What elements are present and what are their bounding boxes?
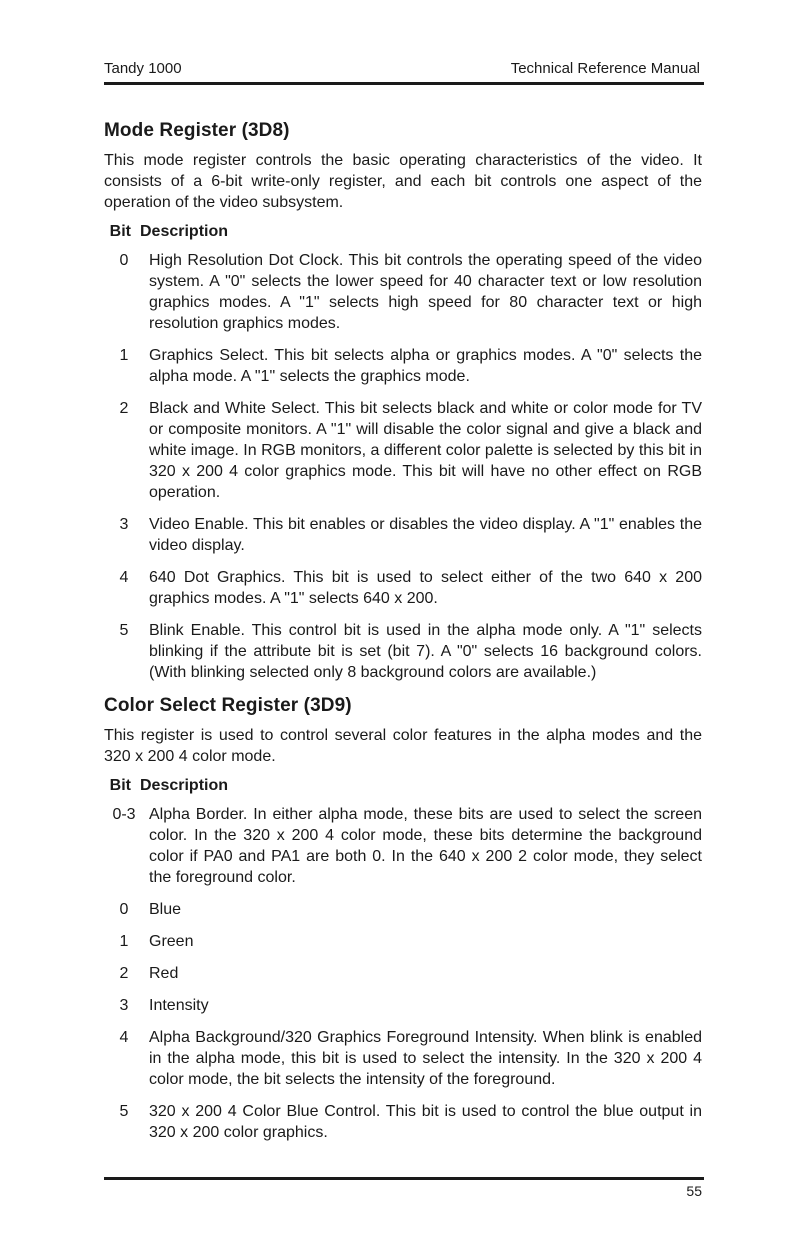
table-header — [104, 775, 702, 796]
bit-description: Blink Enable. This control bit is used in the alpha mode only. A "1" selects blinking if the attribute bit is set (bit 7). A "0" selects 16 background colors. (With blinking selected only 8 background colors are available.) — [149, 622, 702, 681]
column-header-bit: Bit — [109, 223, 131, 240]
bit-description: Black and White Select. This bit selects black and white or color mode for TV or composite monitors. A "1" will disable the color signal and give a black and white image. In RGB monitors, a different color palette is selected by this bit in 320 x 200 4 color graphics mode. This bit will have no other effect on RGB operation. — [149, 400, 702, 501]
table-row — [104, 398, 702, 503]
table-row — [104, 804, 702, 888]
bit-description: Green — [149, 933, 194, 950]
page-header — [104, 60, 704, 82]
table-row — [104, 250, 702, 334]
bit-number: 1 — [119, 933, 129, 950]
bit-description: Blue — [149, 901, 182, 918]
bit-description: Red — [149, 965, 179, 982]
table-row — [104, 995, 702, 1016]
section-intro: This register is used to control several color features in the alpha modes and the 320 x 200 4 color mode. — [104, 727, 702, 765]
bit-number: 4 — [119, 569, 129, 586]
mode-register-section — [104, 120, 702, 683]
bit-table — [104, 804, 702, 1143]
footer-rule — [104, 1177, 704, 1180]
table-row — [104, 345, 702, 387]
bit-description: Alpha Border. In either alpha mode, these bits are used to select the screen color. In the 320 x 200 4 color mode, these bits determine the background color if PA0 and PA1 are both 0. In the 640 x 200 2 color mode, they select the foreground color. — [149, 806, 702, 886]
header-rule — [104, 82, 704, 85]
bit-description: 320 x 200 4 Color Blue Control. This bit is used to control the blue output in 320 x 200 color graphics. — [149, 1103, 702, 1141]
color-select-register-section — [104, 695, 702, 1143]
section-intro: This mode register controls the basic operating characteristics of the video. It consists of a 6-bit write-only register, and each bit controls one aspect of the operation of the video subsystem. — [104, 152, 702, 211]
table-row — [104, 567, 702, 609]
table-row — [104, 1027, 702, 1090]
bit-number: 3 — [119, 516, 129, 533]
column-header-bit: Bit — [109, 777, 131, 794]
bit-description: High Resolution Dot Clock. This bit controls the operating speed of the video system. A "0" selects the lower speed for 40 character text or low resolution graphics modes. A "1" selects high speed for 80 character text or high resolution graphics modes. — [149, 252, 702, 332]
header-left: Tandy 1000 — [104, 60, 182, 77]
table-row — [104, 931, 702, 952]
table-row — [104, 899, 702, 920]
bit-description: Alpha Background/320 Graphics Foreground Intensity. When blink is enabled in the alpha mode, this bit is used to select the intensity. In the 320 x 200 4 color mode, the bit selects the intensity of the foreground. — [149, 1029, 702, 1088]
table-header — [104, 221, 702, 242]
bit-description: 640 Dot Graphics. This bit is used to select either of the two 640 x 200 graphics modes. A "1" selects 640 x 200. — [149, 569, 702, 607]
bit-number: 3 — [119, 997, 129, 1014]
bit-description: Intensity — [149, 997, 209, 1014]
section-title: Color Select Register (3D9) — [104, 695, 352, 716]
page-content — [104, 120, 702, 1154]
bit-number: 5 — [119, 622, 129, 639]
bit-number: 0 — [119, 901, 129, 918]
column-header-description: Description — [140, 777, 229, 794]
bit-number: 0 — [119, 252, 129, 269]
table-row — [104, 963, 702, 984]
bit-table — [104, 250, 702, 683]
bit-number: 4 — [119, 1029, 129, 1046]
bit-description: Video Enable. This bit enables or disables the video display. A "1" enables the video display. — [149, 516, 702, 554]
bit-number: 2 — [119, 965, 129, 982]
bit-number: 5 — [119, 1103, 129, 1120]
section-title: Mode Register (3D8) — [104, 120, 290, 141]
bit-number: 1 — [119, 347, 129, 364]
header-right: Technical Reference Manual — [510, 60, 700, 77]
bit-number: 2 — [119, 400, 129, 417]
bit-number: 0-3 — [112, 806, 136, 823]
bit-description: Graphics Select. This bit selects alpha or graphics modes. A "0" selects the alpha mode. A "1" selects the graphics mode. — [149, 347, 702, 385]
column-header-description: Description — [140, 223, 229, 240]
table-row — [104, 1101, 702, 1143]
page-number: 55 — [686, 1183, 702, 1199]
table-row — [104, 620, 702, 683]
table-row — [104, 514, 702, 556]
